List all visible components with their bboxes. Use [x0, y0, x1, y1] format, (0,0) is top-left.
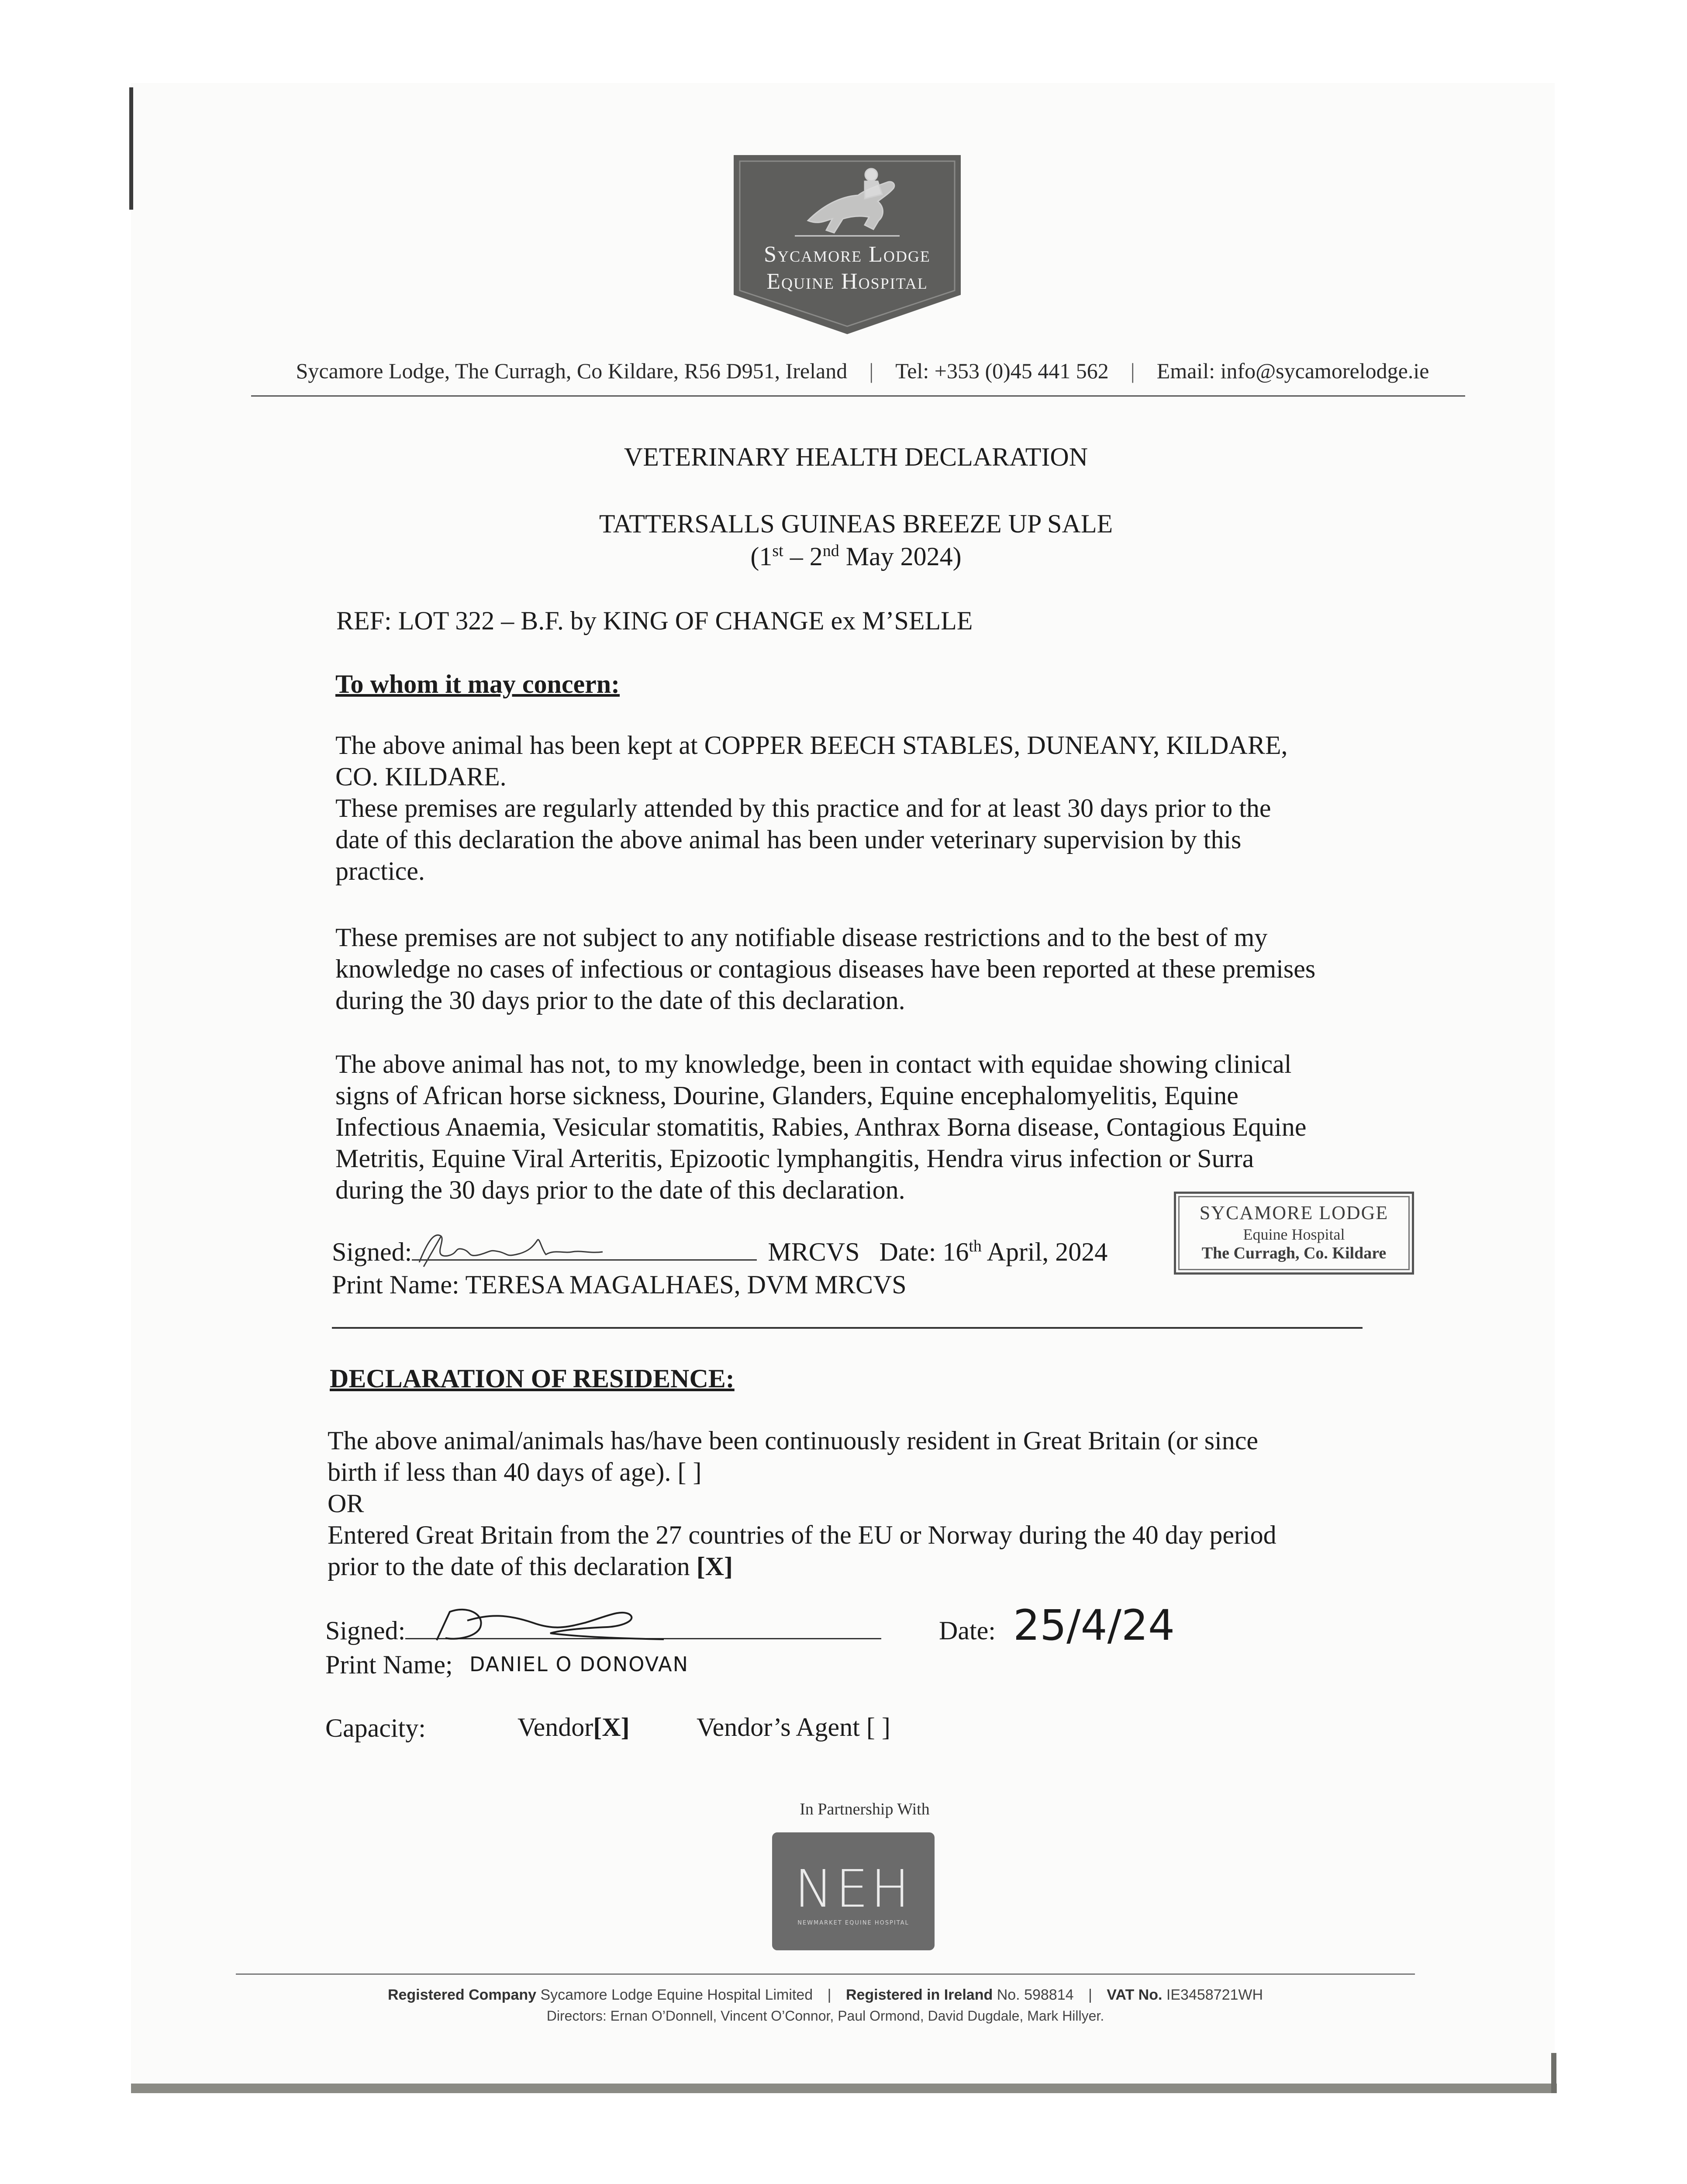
- neh-logo-subtext: NEWMARKET EQUINE HOSPITAL: [797, 1920, 909, 1926]
- vet-date-rest: April, 2024: [981, 1237, 1108, 1266]
- residence-or: OR: [328, 1489, 364, 1518]
- footer-registration: [245, 1987, 1406, 2004]
- vet-date-sup: th: [969, 1237, 982, 1255]
- capacity-vendor-label: Vendor: [517, 1713, 593, 1742]
- capacity-vendor-option[interactable]: [517, 1711, 630, 1743]
- neh-logo: [772, 1832, 935, 1950]
- capacity-agent-option[interactable]: Vendor’s Agent [ ]: [697, 1713, 890, 1742]
- vet-qualification: MRCVS: [768, 1237, 860, 1266]
- residence-line-4: prior to the date of this declaration: [328, 1552, 690, 1581]
- paragraph-line: CO. KILDARE.: [335, 762, 507, 791]
- vendor-signature-scribble: [419, 1597, 751, 1649]
- letterhead-email: Email: info@sycamorelodge.ie: [1156, 359, 1429, 383]
- paragraph-line: practice.: [335, 857, 425, 885]
- capacity-label: Capacity:: [325, 1714, 426, 1742]
- footer-company-label: Registered Company: [387, 1987, 537, 2003]
- page-edge-right: [1551, 2053, 1556, 2093]
- stamp-line-2: Equine Hospital: [1243, 1226, 1345, 1243]
- paragraph-line: These premises are regularly attended by this practice and for at least 30 days prior to the: [335, 794, 1271, 822]
- vet-signed-label: Signed:: [332, 1237, 412, 1266]
- residence-heading: DECLARATION OF RESIDENCE:: [330, 1364, 735, 1393]
- residence-eu-checkbox[interactable]: [X]: [696, 1552, 733, 1581]
- residence-line-3: Entered Great Britain from the 27 countries of the EU or Norway during the 40 day period: [328, 1521, 1276, 1549]
- document-title: VETERINARY HEALTH DECLARATION: [624, 442, 1088, 471]
- sale-dates-sup2: nd: [822, 542, 839, 560]
- letterhead-separator: |: [1130, 359, 1135, 383]
- neh-logo-text: NEH: [794, 1859, 912, 1919]
- page-edge-bottom: [131, 2084, 1557, 2093]
- salutation: To whom it may concern:: [335, 670, 620, 698]
- footer-separator: |: [827, 1987, 831, 2003]
- letterhead-separator: |: [869, 359, 874, 383]
- footer-directors: Directors: Ernan O’Donnell, Vincent O’Connor, Paul Ormond, David Dugdale, Mark Hillyer.: [546, 2008, 1104, 2024]
- vendor-signed-label: Signed:: [325, 1616, 406, 1645]
- vendor-name-handwritten: DANIEL O DONOVAN: [469, 1652, 689, 1676]
- capacity-vendor-checkbox[interactable]: [X]: [593, 1713, 630, 1742]
- residence-line-1: The above animal/animals has/have been continuously resident in Great Britain (or since: [328, 1426, 1258, 1455]
- lot-reference: REF: LOT 322 – B.F. by KING OF CHANGE ex M’SELLE: [336, 606, 973, 635]
- paragraph-line: The above animal has not, to my knowledge, been in contact with equidae showing clinical: [335, 1050, 1292, 1078]
- footer-vat-label: VAT No.: [1107, 1987, 1163, 2003]
- paragraph-line: signs of African horse sickness, Dourine, Glanders, Equine encephalomyelitis, Equine: [335, 1081, 1239, 1110]
- sale-dates-close: May 2024): [839, 542, 962, 571]
- residence-line-4-row: [328, 1551, 733, 1582]
- paragraph-line: Infectious Anaemia, Vesicular stomatitis, Rabies, Anthrax Borna disease, Contagious Equine: [335, 1113, 1307, 1141]
- paragraph-line: during the 30 days prior to the date of this declaration.: [335, 986, 905, 1015]
- vet-print-name: Print Name: TERESA MAGALHAES, DVM MRCVS: [332, 1270, 907, 1299]
- footer-company: Sycamore Lodge Equine Hospital Limited: [540, 1987, 813, 2003]
- paragraph-line: Metritis, Equine Viral Arteritis, Epizootic lymphangitis, Hendra virus infection or Surra: [335, 1144, 1254, 1173]
- paragraph-line: These premises are not subject to any notifiable disease restrictions and to the best of my: [335, 923, 1268, 952]
- footer-reg-no: No. 598814: [997, 1987, 1074, 2003]
- footer-vat-no: IE3458721WH: [1166, 1987, 1263, 2003]
- paragraph-line: knowledge no cases of infectious or contagious diseases have been reported at these premises: [335, 954, 1316, 983]
- logo-line-2: Equine Hospital: [766, 269, 928, 294]
- page-edge-left: [129, 87, 133, 210]
- vet-signature-scribble: [415, 1223, 633, 1271]
- stamp-line-3: The Curragh, Co. Kildare: [1201, 1244, 1387, 1262]
- logo-line-1: Sycamore Lodge: [764, 242, 931, 267]
- paragraph-line: during the 30 days prior to the date of this declaration.: [335, 1175, 905, 1204]
- partnership-label: In Partnership With: [800, 1800, 930, 1818]
- letterhead-address: Sycamore Lodge, The Curragh, Co Kildare, R56 D951, Ireland: [296, 359, 848, 383]
- paragraph-line: date of this declaration the above animal has been under veterinary supervision by this: [335, 825, 1242, 854]
- sale-dates-mid: – 2: [783, 542, 823, 571]
- letterhead-contact: [258, 358, 1467, 384]
- sale-dates: [480, 541, 1232, 572]
- footer-rule: [236, 1973, 1415, 1975]
- vendor-date-handwritten: 25/4/24: [1013, 1601, 1175, 1650]
- sycamore-lodge-logo: [734, 155, 996, 334]
- paragraph-line: The above animal has been kept at COPPER BEECH STABLES, DUNEANY, KILDARE,: [335, 731, 1288, 760]
- footer-separator: |: [1088, 1987, 1092, 2003]
- stamp-line-1: SYCAMORE LODGE: [1199, 1202, 1389, 1223]
- residence-line-2: birth if less than 40 days of age). [ ]: [328, 1458, 702, 1486]
- practice-stamp: [1174, 1192, 1414, 1275]
- vendor-date-label: Date:: [939, 1616, 996, 1645]
- vendor-print-label: Print Name;: [325, 1650, 453, 1679]
- sale-name: TATTERSALLS GUINEAS BREEZE UP SALE: [599, 509, 1113, 538]
- letterhead-phone: Tel: +353 (0)45 441 562: [895, 359, 1109, 383]
- sale-dates-sup1: st: [772, 542, 783, 560]
- sale-dates-open: (1: [750, 542, 773, 571]
- footer-reg-label: Registered in Ireland: [845, 1987, 993, 2003]
- letterhead-rule: [251, 395, 1465, 397]
- section-divider: [332, 1327, 1363, 1329]
- vet-date-label: Date: 16: [879, 1237, 969, 1266]
